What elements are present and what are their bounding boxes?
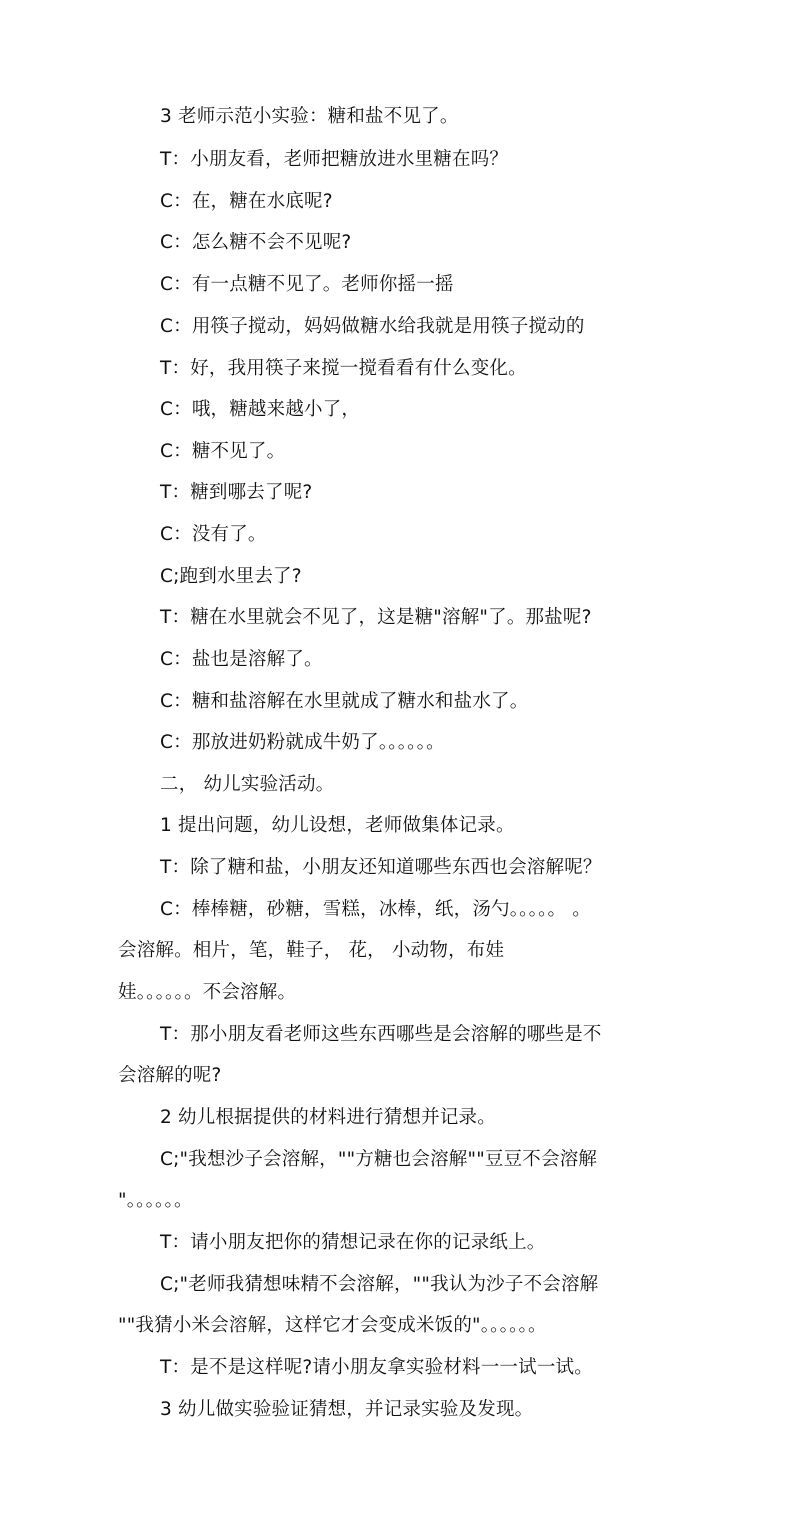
- paragraph-line: 3 幼儿做实验验证猜想，并记录实验及发现。: [160, 1399, 534, 1420]
- paragraph-line: C：有一点糖不见了。老师你摇一摇: [160, 274, 454, 295]
- paragraph-line: C：怎么糖不会不见呢?: [160, 232, 352, 253]
- paragraph-line: C：盐也是溶解了。: [160, 649, 323, 670]
- paragraph-line: T：糖到哪去了呢?: [160, 482, 313, 503]
- paragraph-line: 1 提出问题，幼儿设想，老师做集体记录。: [160, 815, 515, 836]
- paragraph-line: C：在，糖在水底呢?: [160, 191, 333, 212]
- paragraph-line: T：是不是这样呢?请小朋友拿实验材料一一试一试。: [160, 1357, 593, 1378]
- paragraph-line: C;"老师我猜想味精不会溶解，""我认为沙子不会溶解: [160, 1274, 599, 1295]
- paragraph-line: C：糖不见了。: [160, 441, 286, 462]
- paragraph-line: T：糖在水里就会不见了，这是糖"溶解"了。那盐呢?: [160, 607, 592, 628]
- section-heading: 二， 幼儿实验活动。: [160, 774, 335, 795]
- paragraph-line: T：好，我用筷子来搅一搅看看有什么变化。: [160, 358, 527, 379]
- paragraph-line: C;跑到水里去了?: [160, 566, 302, 587]
- paragraph-line: T：除了糖和盐，小朋友还知道哪些东西也会溶解呢？: [160, 857, 602, 878]
- paragraph-line: 会溶解。相片，笔，鞋子， 花， 小动物，布娃: [118, 940, 505, 961]
- paragraph-line: C：没有了。: [160, 524, 267, 545]
- paragraph-line: C;"我想沙子会溶解，""方糖也会溶解""豆豆不会溶解: [160, 1149, 598, 1170]
- paragraph-line: T：那小朋友看老师这些东西哪些是会溶解的哪些是不: [160, 1024, 602, 1045]
- paragraph-line: C：用筷子搅动，妈妈做糖水给我就是用筷子搅动的: [160, 316, 585, 337]
- paragraph-line: 2 幼儿根据提供的材料进行猜想并记录。: [160, 1107, 496, 1128]
- paragraph-line: 会溶解的呢?: [118, 1065, 222, 1086]
- paragraph-line: "。。。。。。: [118, 1190, 193, 1211]
- paragraph-line: T：小朋友看，老师把糖放进水里糖在吗？: [160, 149, 509, 170]
- paragraph-line: 娃。。。。。。不会溶解。: [118, 982, 297, 1003]
- paragraph-line: ""我猜小米会溶解，这样它才会变成米饭的"。。。。。。: [118, 1315, 547, 1336]
- paragraph-line: C：棒棒糖，砂糖，雪糕，冰棒，纸，汤勺。。。。。 。: [160, 899, 592, 920]
- paragraph-line: C：糖和盐溶解在水里就成了糖水和盐水了。: [160, 691, 529, 712]
- paragraph-line: T：请小朋友把你的猜想记录在你的记录纸上。: [160, 1232, 546, 1253]
- paragraph-line: C：那放进奶粉就成牛奶了。。。。。。: [160, 732, 445, 753]
- paragraph-line: C：哦，糖越来越小了，: [160, 399, 361, 420]
- paragraph-line: 3 老师示范小实验：糖和盐不见了。: [160, 106, 459, 127]
